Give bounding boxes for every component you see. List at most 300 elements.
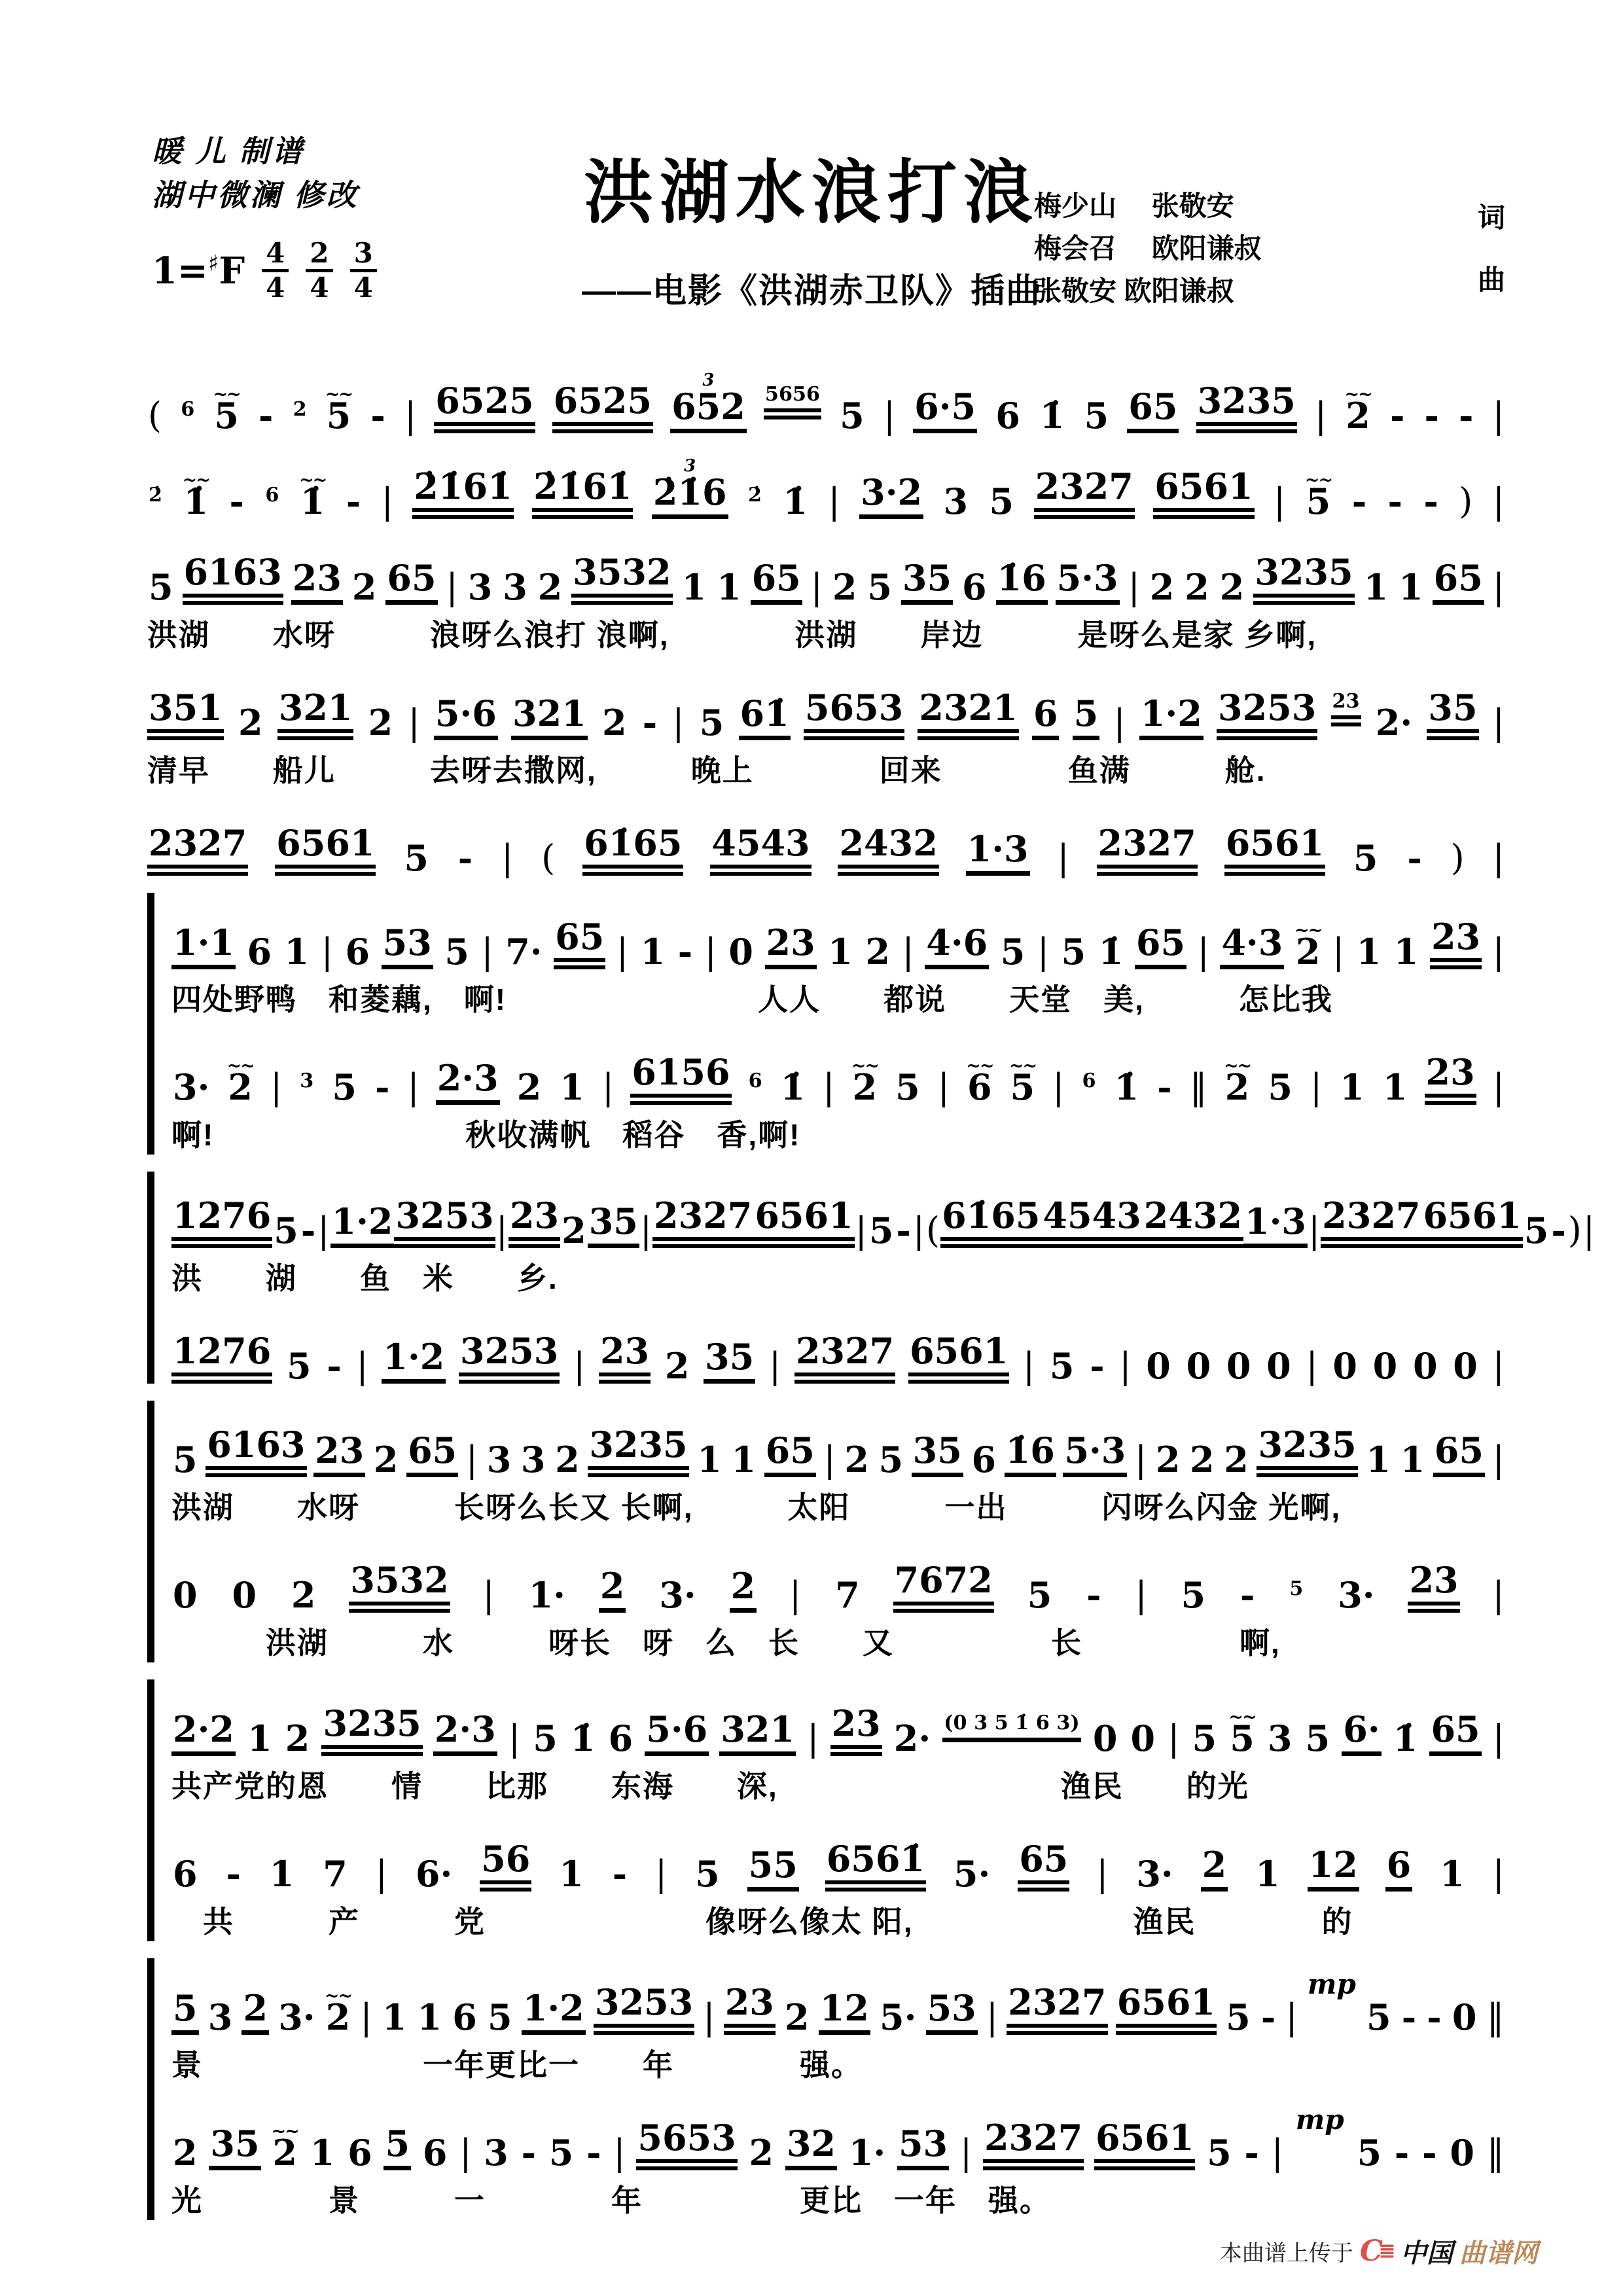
music-line (171, 1028, 1505, 1108)
note-group: - (612, 1853, 628, 1895)
note-group: 1 (697, 1439, 722, 1480)
note-group: 1 (1399, 566, 1423, 608)
note-group: 5· (953, 1853, 991, 1895)
note-group: 2 (537, 566, 563, 608)
barline: | (937, 1066, 950, 1107)
note-group: 2 (1224, 1439, 1249, 1480)
note-group: 2̇1̇61̇ (532, 469, 633, 519)
note-group: 5 (1073, 696, 1100, 740)
note-group: 6·5 (913, 389, 977, 433)
note-group: - (1157, 1066, 1172, 1108)
barline: | (1310, 1066, 1323, 1107)
music-system (171, 893, 1505, 1019)
note-group: 65 (764, 1433, 816, 1477)
note-group: 1·2 (1139, 696, 1204, 740)
note-group: - (1260, 1996, 1276, 2038)
note-group: 2 (173, 2132, 198, 2174)
music-line (171, 1172, 1596, 1251)
music-system (171, 1815, 1505, 1941)
note-group: 5 (287, 1345, 312, 1387)
barline: | (1492, 1439, 1505, 1480)
note-group: 5 (878, 1439, 904, 1480)
note-group: 2·3 (433, 1712, 497, 1756)
barline: | (1492, 1717, 1505, 1759)
note-group: 6 (971, 1439, 997, 1480)
modifier-line: 湖中微澜 修改 (152, 177, 359, 212)
note-group: 23 (830, 1706, 882, 1756)
barline: | (1492, 395, 1505, 436)
note-group: - (1389, 395, 1405, 437)
note-group: 6561 (753, 1198, 854, 1248)
note-group: 3 2̇1̇6 (652, 475, 728, 519)
note-group: 7672 (893, 1562, 994, 1613)
note-group: 35 (704, 1339, 755, 1384)
time-signature: $\frac{3}{4}$ (350, 239, 377, 302)
note-group: 61̇65 (582, 825, 683, 876)
note-group: 2432 (838, 825, 938, 876)
note-group: 2 (1201, 1847, 1228, 1892)
note-group: 1 (1363, 566, 1389, 608)
note-group: 65 (385, 560, 437, 605)
system-group (147, 1679, 1505, 1941)
note-group: 1·2 (382, 1339, 446, 1384)
note-group: 5 (695, 1853, 720, 1895)
note-group: 3· (1136, 1853, 1173, 1895)
barline: | (807, 1717, 819, 1759)
note-group: 1 (1400, 1439, 1425, 1480)
note-group: ~~ 1̇ (299, 484, 327, 519)
music-system (171, 1958, 1505, 2085)
note-group: 23 (1408, 1562, 1459, 1613)
barline: | (1308, 1210, 1321, 1251)
music-line (171, 2094, 1505, 2174)
note-group: 3 (520, 1439, 546, 1480)
note-group: 0 (1146, 1345, 1171, 1387)
note-group: 3235 (321, 1706, 422, 1756)
note-group: - (1551, 1210, 1566, 1251)
note-group: - (259, 395, 274, 437)
note-group: 2327 (1034, 469, 1135, 519)
site-name-cn[interactable]: 中国 (1400, 2238, 1453, 2269)
note-group: 2 (351, 566, 377, 608)
barline: | (639, 1210, 652, 1251)
note-group: 2327 (147, 825, 248, 876)
music-line (147, 442, 1505, 522)
note-group: - (1387, 480, 1402, 522)
note-group: 2 (730, 1568, 757, 1613)
barline: | (1168, 1717, 1180, 1759)
note-group: 3·2 (859, 475, 923, 519)
note-group: 3235 (1196, 383, 1297, 433)
barline: | (601, 1066, 615, 1107)
barline: ( (541, 837, 556, 878)
note-group: 5 (1268, 1066, 1293, 1108)
note-group: ~~ 5 (1009, 1069, 1037, 1105)
note-group: 5 (1192, 1717, 1217, 1759)
note-group: - (1240, 1574, 1255, 1616)
note-group: 3253 (594, 1984, 694, 2035)
note-group: 5 (1049, 1345, 1075, 1387)
note-group: 5 (149, 566, 173, 608)
note-group: 2327 (1097, 825, 1198, 876)
barline: | (1492, 1066, 1505, 1107)
barline: | (912, 1210, 925, 1251)
note-group: 2 (293, 397, 307, 421)
note-group: - (1351, 480, 1367, 522)
music-system (171, 1536, 1505, 1662)
note-group: 6 (995, 395, 1020, 437)
note-group: 1· (848, 2132, 886, 2174)
note-group: 6 (348, 2132, 372, 2174)
note-group: 5 (1061, 931, 1086, 973)
note-group: 1276 (171, 1333, 272, 1384)
note-group: 3 (503, 566, 527, 608)
note-group: 1·2 (330, 1204, 395, 1248)
note-group: 2̇1̇61̇ (412, 469, 513, 519)
note-group: 5 (444, 931, 469, 973)
barline: | (1096, 1853, 1109, 1894)
lyric-line: 景 一年更比一 年 强。 (171, 2048, 863, 2082)
note-group: 2 (368, 702, 393, 744)
time-signature: $\frac{2}{4}$ (306, 239, 332, 302)
barline: | (360, 1996, 372, 2037)
note-group: 1 (269, 1853, 294, 1895)
dynamic-mp: mp (1295, 2103, 1344, 2136)
note-group: ~~ 2 (226, 1069, 254, 1105)
dynamic-mp: mp (1307, 1967, 1356, 2001)
note-group: 2 (241, 1990, 269, 2035)
music-line (171, 1401, 1505, 1480)
note-group: 2327 (983, 2120, 1084, 2170)
barline: | (356, 1345, 368, 1386)
note-group: 23 (724, 1984, 776, 2035)
barline: | (789, 1574, 802, 1615)
note-group: 65 (1433, 560, 1484, 605)
barline: | (482, 1574, 495, 1615)
note-group: 23 (599, 1333, 651, 1384)
note-group: 1̇ (780, 1066, 806, 1108)
note-group: 1̇ (1114, 1066, 1139, 1108)
music-line (171, 1815, 1505, 1895)
note-group: 55 (747, 1847, 799, 1892)
note-group: 2 (844, 1439, 869, 1480)
note-group: 351 (147, 690, 224, 740)
note-group: 6· (415, 1853, 453, 1895)
note-group: 3 652 (670, 389, 747, 433)
system-group (147, 893, 1505, 1155)
barline: | (407, 1066, 419, 1107)
note-group: 1 (1255, 1853, 1280, 1895)
note-group: 35 (588, 1204, 639, 1248)
note-group: 4·6 (925, 925, 989, 969)
note-group: 12 (819, 1990, 870, 2035)
song-title: 洪湖水浪打浪 (584, 151, 1039, 233)
note-group: 2̇ (748, 483, 762, 507)
barline: | (1135, 1439, 1147, 1480)
barline: ‖ (1486, 2132, 1505, 2173)
note-group: 1 (417, 1996, 442, 2038)
note-group: 6525 (552, 383, 653, 433)
note-group: 2 (1190, 1439, 1215, 1480)
note-group: 5 (404, 837, 429, 879)
note-group: 2432 (1143, 1198, 1243, 1248)
note-group: 6 (962, 566, 987, 608)
note-group: 35 (912, 1433, 963, 1477)
note-group: 3 (467, 566, 493, 608)
note-group: 3 (943, 480, 969, 522)
barline: | (321, 931, 333, 972)
note-group: 2327 (1321, 1198, 1421, 1248)
note-group: 321 (719, 1712, 796, 1756)
note-group: 5·3 (1063, 1433, 1127, 1477)
barline: | (1022, 1345, 1035, 1386)
barline: | (704, 931, 717, 972)
note-group: - (1407, 837, 1422, 879)
note-group: - (521, 2132, 536, 2174)
note-group: 5 (1524, 1210, 1549, 1251)
barline: | (1052, 1066, 1065, 1107)
note-group: 0 (1453, 1345, 1478, 1387)
note-group: 6 (181, 397, 195, 421)
note-group: 3· (659, 1574, 696, 1616)
note-group: ~~ 2 (1294, 934, 1322, 969)
note-group: 6163 (183, 554, 283, 605)
note-group: 5 (867, 566, 892, 608)
note-group: 3 (300, 1069, 314, 1092)
note-group: 2 (373, 1439, 399, 1480)
note-group: 3· (173, 1066, 210, 1108)
barline: | (1057, 837, 1069, 878)
note-group: 53 (897, 2126, 949, 2170)
lyric-line: 洪湖 水呀 长呀么长又 长啊, 太阳 一出 闪呀么闪金 光啊, (171, 1490, 1342, 1524)
note-group: 5 (274, 1210, 298, 1251)
music-systems (147, 357, 1596, 2229)
note-group: 6561 (275, 825, 376, 876)
barline: | (481, 931, 493, 972)
music-system (171, 1028, 1505, 1155)
note-group: 0 (1332, 1345, 1357, 1387)
note-group: ~~ 1̇ (182, 484, 209, 519)
barline: ) (1450, 837, 1465, 878)
note-group: 2 (285, 1717, 310, 1759)
arranger-line: 暖 儿 制谱 (152, 134, 305, 168)
lyric-line: 清早 船儿 去呀去撒网, 晚上 回来 鱼满 舱. (147, 753, 1266, 787)
barline: | (270, 1066, 283, 1107)
note-group: 1̇ (1039, 395, 1065, 437)
note-group: 6561 (1153, 469, 1254, 519)
note-group: 0 (1372, 1345, 1398, 1387)
note-group: 3· (1338, 1574, 1375, 1616)
note-group: 65 (406, 1433, 458, 1477)
note-group: 2 (516, 1066, 542, 1108)
note-group: ~~ 2 (1224, 1069, 1251, 1105)
note-group: 3235 (588, 1427, 688, 1477)
note-group: 6 (265, 483, 279, 507)
note-group: - (1394, 2132, 1410, 2174)
credits-block (1034, 185, 1505, 312)
note-group: - (1423, 480, 1438, 522)
note-group: 6 (1032, 696, 1060, 740)
note-group: - (1090, 1345, 1105, 1387)
composer-label: 曲 (1477, 264, 1505, 295)
note-group: 2· (1375, 702, 1413, 744)
note-group: 5 (989, 480, 1014, 522)
barline: | (495, 1210, 508, 1251)
note-group: 2327 (794, 1333, 895, 1384)
note-group: - (1422, 2132, 1437, 2174)
note-group: ~~ 5 (213, 398, 240, 433)
barline: | (1274, 480, 1286, 522)
music-system (147, 357, 1505, 437)
system-group (147, 1172, 1596, 1387)
note-group: 2 (601, 702, 627, 744)
note-group: 5 (1181, 1574, 1206, 1616)
barline: | (1285, 1996, 1298, 2037)
note-group: 6 (1385, 1847, 1413, 1892)
barline: | (823, 1439, 836, 1480)
note-group: 1·3 (1243, 1204, 1308, 1248)
note-group: 6 (422, 2132, 448, 2174)
barline: | (1492, 1345, 1505, 1386)
note-group: 5 (1027, 1574, 1052, 1616)
note-group: 1̇ (1393, 1717, 1418, 1759)
note-group: 1̇ (1098, 931, 1124, 973)
note-group: 2 (238, 702, 263, 744)
system-group (147, 1401, 1505, 1662)
note-group: 2327 (652, 1198, 753, 1248)
note-group: (0 3 5 1̇ 6 3) (942, 1713, 1080, 1742)
barline: | (381, 480, 393, 522)
note-group: 4·3 (1220, 925, 1284, 969)
note-group: 5 (840, 395, 865, 437)
note-group: 1 (717, 566, 741, 608)
note-group: 3235 (1253, 554, 1354, 605)
note-group: 6 (247, 931, 272, 973)
note-group: 6561 (1116, 1984, 1217, 2035)
note-group: - (300, 1210, 316, 1251)
note-group: 23 (291, 560, 343, 605)
note-group: 0 (173, 1574, 198, 1616)
note-group: 23 (1430, 919, 1482, 969)
note-group: 1· (528, 1574, 565, 1616)
barline: | (1492, 931, 1505, 972)
barline: | (613, 2132, 626, 2173)
note-group: ~~ 2 (1344, 398, 1372, 433)
note-group: 7 (835, 1574, 860, 1616)
barline: | (1197, 931, 1209, 972)
lyricist-label: 词 (1477, 202, 1505, 233)
note-group: 6 (748, 1069, 762, 1092)
note-group: 5 (171, 1990, 199, 2035)
note-group: 0 (1266, 1345, 1291, 1387)
note-group: ~~ 2 (851, 1069, 879, 1105)
note-group: 1276 (171, 1198, 272, 1248)
note-group: 1 (1393, 931, 1419, 973)
note-group: 1 (560, 1066, 584, 1108)
note-group: 5 (1357, 2132, 1382, 2174)
barline: | (1492, 1853, 1505, 1894)
lyric-line: 洪 湖 鱼 米 乡. (171, 1261, 558, 1295)
barline: | (1492, 480, 1505, 522)
music-system (171, 1401, 1505, 1527)
barline: | (828, 480, 840, 522)
note-group: 4543 (710, 825, 811, 876)
note-group: 1 (1366, 1439, 1391, 1480)
note-group: 53 (926, 1990, 978, 2035)
barline: | (501, 837, 514, 878)
credit-line: 梅少山 张敬安 (1034, 190, 1234, 221)
music-system (171, 1307, 1505, 1387)
note-group: 6 (173, 1853, 198, 1895)
note-group: 2· (893, 1717, 931, 1759)
site-logo-icon: C ≣ (1359, 2234, 1394, 2268)
barline: | (672, 702, 685, 743)
system-group (147, 1958, 1505, 2220)
note-group: 6561 (1094, 2120, 1195, 2170)
barline: | (446, 566, 458, 607)
note-group: - (229, 480, 244, 522)
note-group: 6 (608, 1717, 633, 1759)
music-line (171, 1679, 1505, 1759)
note-group: 5656 (764, 385, 821, 420)
note-group: 5 (1305, 1717, 1330, 1759)
barline: | (1128, 566, 1140, 607)
note-group: 2 (555, 1439, 580, 1480)
music-line (171, 1307, 1505, 1387)
note-group: 6525 (434, 383, 535, 433)
music-system (147, 664, 1505, 790)
note-group: 5 (488, 1996, 512, 2038)
note-group: 1 (382, 1996, 407, 2038)
note-group: 32 (785, 2126, 837, 2170)
note-group: 6561̇ (825, 1841, 926, 1892)
site-name-net[interactable]: 曲谱网 (1459, 2239, 1538, 2268)
note-group: 1 (284, 931, 310, 973)
lyric-line: 洪湖 水 呀长 呀 么 长 又 长 啊, (171, 1626, 1281, 1660)
note-group: 2 (1155, 1439, 1181, 1480)
note-group: 5 (548, 2132, 574, 2174)
note-group: 6 (345, 931, 370, 973)
music-system (147, 528, 1505, 655)
note-group: 7· (505, 931, 543, 973)
note-group: - (327, 1345, 342, 1387)
music-line (147, 799, 1505, 879)
barline: ) (1459, 480, 1473, 522)
note-group: 1 (310, 2132, 335, 2174)
note-group: 3· (278, 1996, 315, 2038)
music-line (147, 357, 1505, 437)
note-group: 65 (1018, 1841, 1069, 1892)
note-group: 6· (1342, 1712, 1381, 1756)
note-group: 0 (1130, 1717, 1156, 1759)
barline: | (769, 1345, 781, 1386)
note-group: 1 (1340, 1066, 1364, 1108)
note-group: 3253 (394, 1198, 495, 1248)
note-group: 2 (291, 1574, 316, 1616)
credit-line: 梅会召 欧阳谦叔 (1034, 233, 1262, 264)
note-group: 1 (1356, 931, 1382, 973)
note-group: 2 (1185, 566, 1209, 608)
barline: | (883, 395, 896, 436)
note-group: - (677, 931, 693, 973)
note-group: - (457, 837, 473, 879)
note-group: 1·1 (171, 925, 236, 969)
note-group: 2321 (918, 690, 1018, 740)
note-group: 5 (1366, 1996, 1391, 2038)
note-group: 23 (765, 925, 817, 969)
barline: | (1314, 395, 1327, 436)
note-group: 5 (1353, 837, 1378, 879)
